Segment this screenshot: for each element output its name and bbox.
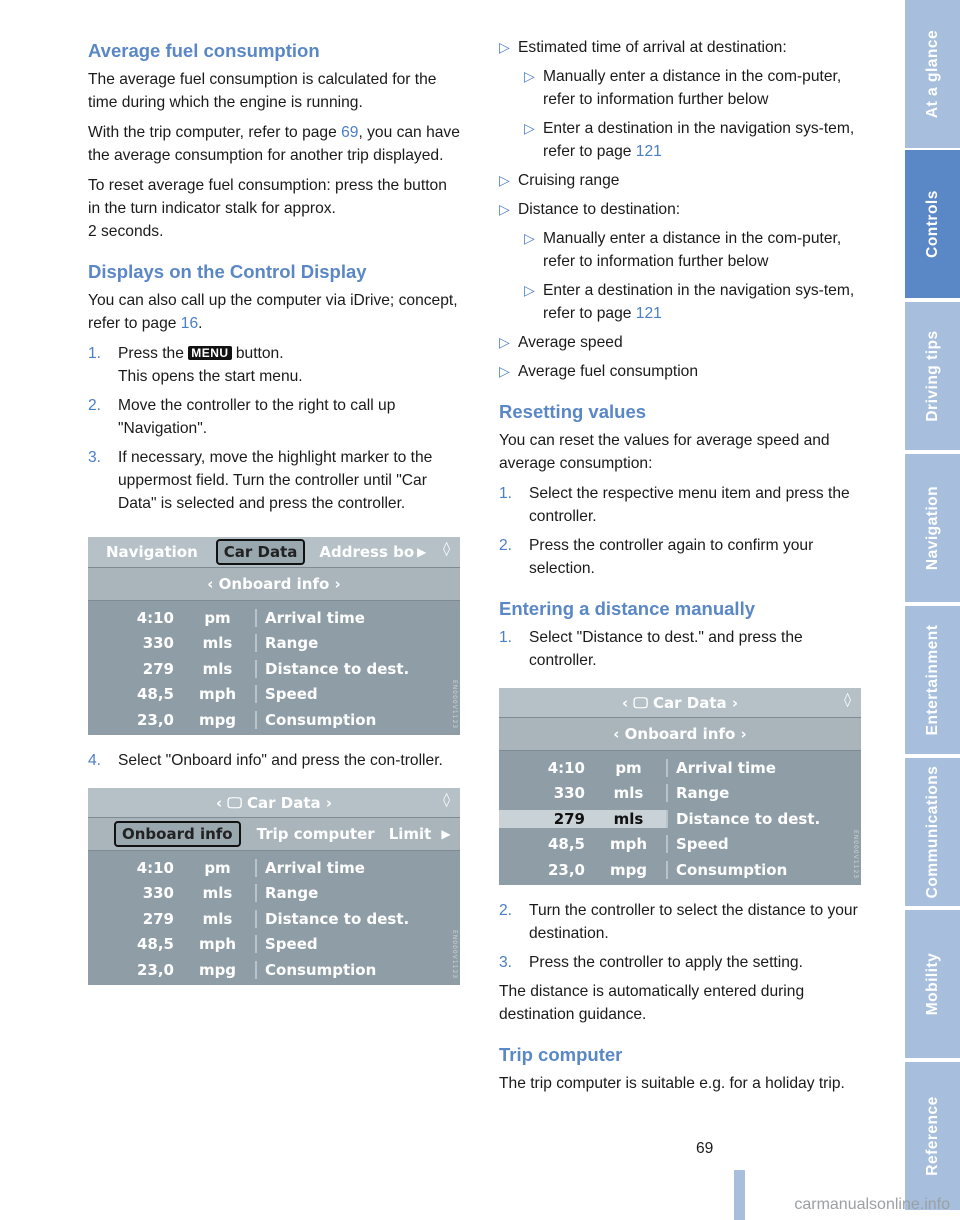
tab-reference[interactable]: Reference: [905, 1062, 960, 1210]
tab-driving-tips[interactable]: Driving tips: [905, 302, 960, 450]
list-item: 1. Select "Distance to dest." and press the controller.: [499, 629, 803, 669]
table-row: 23,0 mpg Consumption: [499, 857, 861, 883]
display-list: [499, 36, 861, 383]
screen-tab-bar: Onboard info Trip computer Limit ▶: [88, 818, 460, 851]
table-row: 330 mls Range: [499, 781, 861, 807]
table-row: 48,5 mph Speed: [88, 932, 460, 958]
chapter-tabs: [905, 29, 960, 1220]
paragraph: You can also call up the computer via iDrive; concept, refer to page 16.: [88, 292, 458, 332]
onboard-rows: [88, 601, 460, 733]
list-item: 1. Press the MENU button. This opens the start menu.: [88, 345, 303, 385]
list-item: ▷ Distance to destination:: [499, 198, 861, 221]
list-item: 3. Press the controller to apply the setting.: [499, 954, 803, 971]
image-code: EN000V1123: [451, 929, 458, 979]
screen-subtitle: ‹ Onboard info ›: [499, 718, 861, 751]
table-row: 4:10 pm Arrival time: [88, 855, 460, 881]
table-row: 279 mls Distance to dest.: [88, 656, 460, 682]
table-row: 23,0 mpg Consumption: [88, 707, 460, 733]
bullet-arrow-icon: ▷: [499, 39, 510, 55]
onboard-rows: [88, 851, 460, 983]
table-row: 4:10 pm Arrival time: [499, 755, 861, 781]
bullet-arrow-icon: ▷: [524, 68, 535, 84]
list-item: ▷ Cruising range: [499, 169, 861, 192]
steps-list: [499, 899, 861, 974]
menu-button-icon: MENU: [188, 346, 231, 360]
page-number: 69: [696, 1140, 714, 1157]
screenshot-onboard-info: [88, 788, 460, 985]
table-row: 48,5 mph Speed: [499, 832, 861, 858]
steps-list: [88, 749, 460, 772]
list-item: ▷ Enter a destination in the navigation sys-tem, refer to page 121: [524, 117, 861, 163]
bullet-arrow-icon: ▷: [524, 230, 535, 246]
list-item: 3. If necessary, move the highlight marker to the uppermost field. Turn the controller until "Car Data" is selected and press the controller.: [88, 449, 433, 512]
page-link[interactable]: 121: [635, 305, 662, 322]
list-item: ▷ Average speed: [499, 331, 861, 354]
heading-average-fuel: Average fuel consumption: [88, 40, 320, 61]
image-code: EN000V1123: [852, 829, 859, 879]
table-row: 23,0 mpg Consumption: [88, 957, 460, 983]
source-watermark: carmanualsonline.info: [794, 1196, 950, 1213]
screen-title: ‹ 🖵 Car Data › ◊: [88, 788, 460, 818]
tab-navigation[interactable]: Navigation: [905, 454, 960, 602]
screenshot-navigation-car-data: [88, 537, 460, 735]
heading-resetting: Resetting values: [499, 401, 647, 422]
list-item: 2. Press the controller again to confirm your selection.: [499, 537, 814, 577]
list-item: ▷ Average fuel consumption: [499, 360, 861, 383]
heading-entering-distance: Entering a distance manually: [499, 598, 755, 619]
paragraph: You can reset the values for average speed and average consumption:: [499, 432, 830, 472]
page-marker: [734, 1170, 745, 1220]
bullet-arrow-icon: ▷: [499, 363, 510, 379]
scroll-icon: ◊: [844, 692, 851, 708]
steps-list: [88, 342, 460, 515]
bullet-arrow-icon: ▷: [524, 282, 535, 298]
page-link[interactable]: 121: [635, 143, 662, 160]
tab-communications[interactable]: Communications: [905, 758, 960, 906]
right-column: [499, 36, 861, 1102]
paragraph: To reset average fuel consumption: press the button in the turn indicator stalk for approx. 2 seconds.: [88, 177, 447, 240]
tab-controls[interactable]: Controls: [905, 150, 960, 298]
screen-tab-bar: Navigation Car Data Address bo ▶ ◊: [88, 537, 460, 568]
paragraph: The trip computer is suitable e.g. for a holiday trip.: [499, 1075, 845, 1092]
table-row: 279 mls Distance to dest.: [88, 906, 460, 932]
heading-displays: Displays on the Control Display: [88, 261, 367, 282]
table-row: 48,5 mph Speed: [88, 682, 460, 708]
onboard-rows: [499, 751, 861, 883]
steps-list: [499, 482, 861, 580]
list-item: 4. Select "Onboard info" and press the con-troller.: [88, 752, 443, 769]
steps-list: [499, 626, 861, 672]
screen-title: ‹ 🖵 Car Data › ◊: [499, 688, 861, 718]
heading-trip-computer: Trip computer: [499, 1044, 623, 1065]
tab-entertainment[interactable]: Entertainment: [905, 606, 960, 754]
paragraph: The average fuel consumption is calculated for the time during which the engine is running.: [88, 71, 437, 111]
bullet-arrow-icon: ▷: [499, 172, 510, 188]
list-item: ▷ Manually enter a distance in the com-puter, refer to information further below: [524, 65, 861, 111]
table-row: 330 mls Range: [88, 631, 460, 657]
list-item: 2. Move the controller to the right to call up "Navigation".: [88, 397, 396, 437]
screenshot-distance-select: [499, 688, 861, 885]
right-arrow-icon: ▶: [417, 545, 427, 559]
tab-mobility[interactable]: Mobility: [905, 910, 960, 1058]
list-item: 1. Select the respective menu item and press the controller.: [499, 485, 850, 525]
paragraph: With the trip computer, refer to page 69, you can have the average consumption for another trip displayed.: [88, 124, 460, 164]
table-row: 4:10 pm Arrival time: [88, 605, 460, 631]
image-code: EN000V1123: [451, 679, 458, 729]
list-item: 2. Turn the controller to select the distance to your destination.: [499, 902, 858, 942]
bullet-arrow-icon: ▷: [524, 120, 535, 136]
list-item: ▷ Estimated time of arrival at destination:: [499, 36, 861, 59]
tab-at-a-glance[interactable]: At a glance: [905, 0, 960, 148]
left-column: [88, 36, 460, 999]
paragraph: The distance is automatically entered during destination guidance.: [499, 983, 805, 1023]
page-link[interactable]: 16: [180, 315, 199, 332]
scroll-icon: ◊: [443, 541, 450, 557]
table-row: 330 mls Range: [88, 881, 460, 907]
page-link[interactable]: 69: [341, 124, 359, 141]
bullet-arrow-icon: ▷: [499, 201, 510, 217]
right-arrow-icon: ▶: [441, 827, 451, 841]
list-item: ▷ Manually enter a distance in the com-puter, refer to information further below: [524, 227, 861, 273]
list-item: ▷ Enter a destination in the navigation sys-tem, refer to page 121: [524, 279, 861, 325]
screen-subtitle: ‹ Onboard info ›: [88, 568, 460, 601]
bullet-arrow-icon: ▷: [499, 334, 510, 350]
scroll-icon: ◊: [443, 792, 450, 808]
table-row-selected: 279 mls Distance to dest.: [499, 806, 861, 832]
